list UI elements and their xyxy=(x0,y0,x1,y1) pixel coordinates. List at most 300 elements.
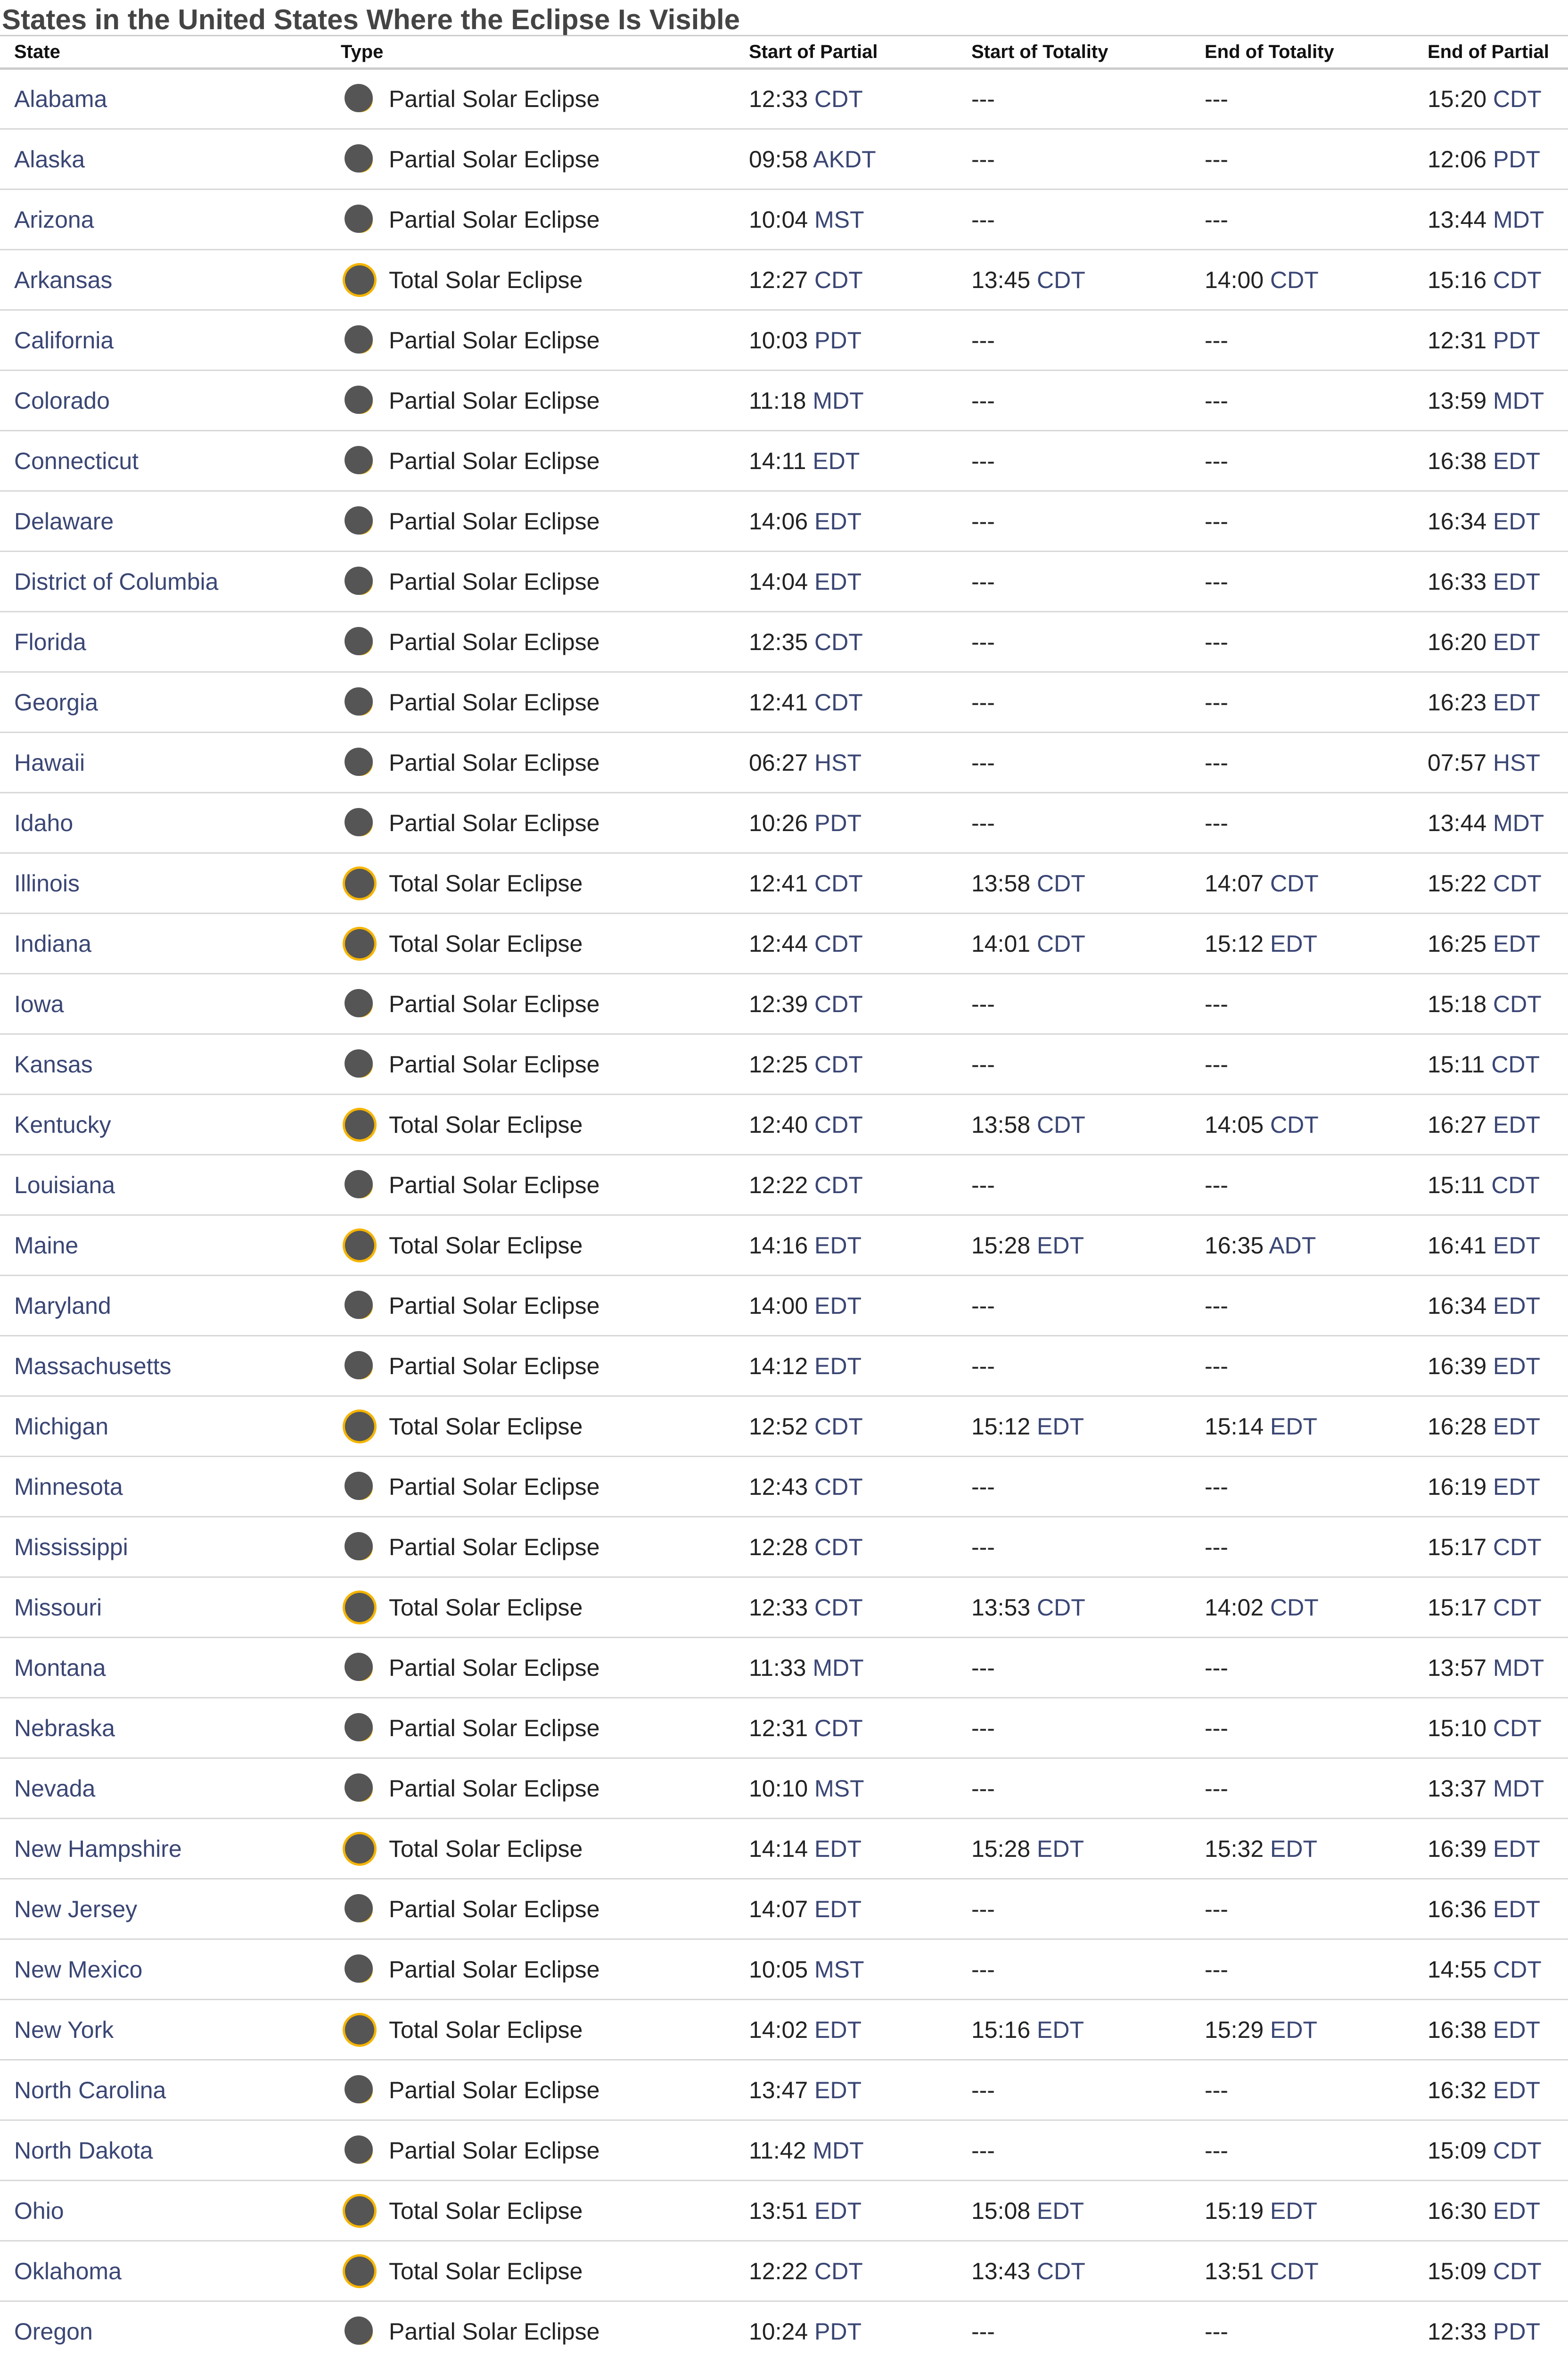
end-totality-cell-time: --- xyxy=(1205,1533,1228,1560)
end-partial-cell-timezone[interactable]: CDT xyxy=(1493,2258,1542,2284)
end-partial-cell-time: 07:57 xyxy=(1428,749,1487,776)
end-partial-cell-time: 15:17 xyxy=(1428,1594,1487,1621)
start-partial-cell-timezone[interactable]: EDT xyxy=(813,447,860,474)
type-cell xyxy=(327,190,735,250)
state-link[interactable]: North Carolina xyxy=(14,2077,166,2103)
end-partial-cell xyxy=(1413,1457,1568,1517)
end-partial-cell-time: 13:59 xyxy=(1428,387,1487,414)
start-totality-cell-time: --- xyxy=(971,86,995,112)
start-partial-cell-time: 10:24 xyxy=(749,2318,808,2345)
state-cell xyxy=(0,2060,327,2120)
start-partial-cell-time: 12:52 xyxy=(749,1413,808,1440)
eclipse-type: Partial Solar Eclipse xyxy=(389,1714,600,1741)
end-partial-cell-timezone[interactable]: EDT xyxy=(1493,1895,1541,1922)
start-partial-cell-time: 10:03 xyxy=(749,327,808,354)
start-totality-cell-time: --- xyxy=(971,1956,995,1983)
table-header-row xyxy=(0,36,1568,69)
end-totality-cell xyxy=(1190,1457,1413,1517)
start-totality-cell xyxy=(957,1517,1190,1577)
end-partial-cell-time: 16:30 xyxy=(1428,2197,1487,2224)
end-partial-cell-timezone[interactable]: CDT xyxy=(1493,990,1542,1017)
end-totality-cell-timezone[interactable]: EDT xyxy=(1270,930,1318,957)
end-totality-cell xyxy=(1190,1155,1413,1215)
type-cell xyxy=(327,1336,735,1396)
start-totality-cell-timezone[interactable]: CDT xyxy=(1037,930,1085,957)
end-partial-cell-timezone[interactable]: EDT xyxy=(1493,1292,1541,1319)
type-cell xyxy=(327,310,735,371)
end-partial-cell-timezone[interactable]: EDT xyxy=(1493,628,1541,655)
end-totality-cell xyxy=(1190,129,1413,190)
state-cell xyxy=(0,2301,327,2357)
start-partial-cell-timezone[interactable]: MST xyxy=(814,1775,864,1802)
state-link[interactable]: Kentucky xyxy=(14,1111,111,1138)
state-link[interactable]: New York xyxy=(14,2016,114,2043)
state-link[interactable]: Arizona xyxy=(14,206,94,233)
start-totality-cell xyxy=(957,69,1190,129)
start-partial-cell-timezone[interactable]: CDT xyxy=(814,1171,863,1198)
end-partial-cell-timezone[interactable]: EDT xyxy=(1493,1232,1541,1259)
type-cell xyxy=(327,250,735,310)
start-partial-cell-timezone[interactable]: EDT xyxy=(814,1232,862,1259)
eclipse-type: Partial Solar Eclipse xyxy=(389,1775,600,1802)
eclipse-type: Total Solar Eclipse xyxy=(389,1413,583,1440)
type-cell xyxy=(327,431,735,491)
end-totality-cell xyxy=(1190,69,1413,129)
start-partial-cell-timezone[interactable]: CDT xyxy=(814,1051,863,1078)
state-link[interactable]: District of Columbia xyxy=(14,568,219,595)
type-cell xyxy=(327,1819,735,1879)
end-partial-cell-timezone[interactable]: EDT xyxy=(1493,930,1541,957)
end-partial-cell xyxy=(1413,1698,1568,1758)
end-partial-cell-timezone[interactable]: EDT xyxy=(1493,568,1541,595)
start-partial-cell-timezone[interactable]: MST xyxy=(814,206,864,233)
total-eclipse-icon xyxy=(341,2252,378,2290)
start-partial-cell-timezone[interactable]: CDT xyxy=(814,1533,863,1560)
start-partial-cell-timezone[interactable]: CDT xyxy=(814,266,863,293)
state-cell xyxy=(0,1457,327,1517)
start-totality-cell-time: --- xyxy=(971,568,995,595)
eclipse-type: Partial Solar Eclipse xyxy=(389,1654,600,1681)
end-totality-cell xyxy=(1190,2301,1413,2357)
start-totality-cell-time: --- xyxy=(971,387,995,414)
start-totality-cell xyxy=(957,2301,1190,2357)
start-partial-cell xyxy=(735,1215,957,1276)
end-totality-cell-time: 15:12 xyxy=(1205,930,1264,957)
end-totality-cell xyxy=(1190,974,1413,1034)
start-partial-cell-timezone[interactable]: EDT xyxy=(814,1292,862,1319)
end-partial-cell-timezone[interactable]: MDT xyxy=(1493,809,1544,836)
state-link[interactable]: Louisiana xyxy=(14,1171,115,1198)
eclipse-type: Total Solar Eclipse xyxy=(389,2258,583,2284)
state-link[interactable]: Connecticut xyxy=(14,447,139,474)
state-link[interactable]: Indiana xyxy=(14,930,92,957)
state-cell xyxy=(0,1276,327,1336)
end-totality-cell xyxy=(1190,1336,1413,1396)
start-partial-cell-time: 12:40 xyxy=(749,1111,808,1138)
table-row xyxy=(0,2000,1568,2060)
end-partial-cell-time: 15:09 xyxy=(1428,2258,1487,2284)
end-partial-cell-time: 15:18 xyxy=(1428,990,1487,1017)
start-partial-cell-time: 14:02 xyxy=(749,2016,808,2043)
state-cell xyxy=(0,1638,327,1698)
start-totality-cell-timezone[interactable]: CDT xyxy=(1037,870,1085,897)
start-partial-cell-time: 06:27 xyxy=(749,749,808,776)
end-partial-cell-timezone[interactable]: EDT xyxy=(1493,1352,1541,1379)
start-totality-cell xyxy=(957,431,1190,491)
state-link[interactable]: New Mexico xyxy=(14,1956,143,1983)
table-row xyxy=(0,1336,1568,1396)
end-partial-cell-timezone[interactable]: MDT xyxy=(1493,387,1544,414)
end-totality-cell-timezone[interactable]: CDT xyxy=(1270,1111,1319,1138)
table-row xyxy=(0,1517,1568,1577)
end-totality-cell xyxy=(1190,914,1413,974)
end-partial-cell xyxy=(1413,2000,1568,2060)
end-partial-cell xyxy=(1413,1095,1568,1155)
table-row xyxy=(0,491,1568,552)
end-partial-cell xyxy=(1413,310,1568,371)
eclipse-type: Partial Solar Eclipse xyxy=(389,1533,600,1560)
end-partial-cell-timezone[interactable]: CDT xyxy=(1493,1533,1542,1560)
end-partial-cell-timezone[interactable]: CDT xyxy=(1493,266,1542,293)
type-cell xyxy=(327,1638,735,1698)
start-partial-cell-time: 14:12 xyxy=(749,1352,808,1379)
eclipse-type: Total Solar Eclipse xyxy=(389,1232,583,1259)
start-partial-cell-timezone[interactable]: AKDT xyxy=(813,146,876,173)
state-link[interactable]: Montana xyxy=(14,1654,106,1681)
start-partial-cell-time: 14:07 xyxy=(749,1895,808,1922)
start-partial-cell xyxy=(735,431,957,491)
partial-eclipse-icon xyxy=(341,1347,378,1385)
start-partial-cell-timezone[interactable]: MDT xyxy=(813,2137,864,2164)
state-cell xyxy=(0,1034,327,1095)
start-partial-cell-timezone[interactable]: EDT xyxy=(814,2016,862,2043)
partial-eclipse-icon xyxy=(341,684,378,721)
state-link[interactable]: Minnesota xyxy=(14,1473,123,1500)
start-totality-cell-timezone[interactable]: CDT xyxy=(1037,1594,1085,1621)
start-partial-cell xyxy=(735,371,957,431)
start-partial-cell-time: 14:04 xyxy=(749,568,808,595)
start-partial-cell-timezone[interactable]: EDT xyxy=(814,1352,862,1379)
start-partial-cell xyxy=(735,310,957,371)
start-partial-cell-timezone[interactable]: MDT xyxy=(813,387,864,414)
type-cell xyxy=(327,129,735,190)
end-partial-cell xyxy=(1413,69,1568,129)
start-totality-cell-timezone[interactable]: EDT xyxy=(1037,1232,1084,1259)
state-link[interactable]: Nevada xyxy=(14,1775,96,1802)
partial-eclipse-icon xyxy=(341,1046,378,1083)
end-totality-cell-time: --- xyxy=(1205,628,1228,655)
start-partial-cell-time: 12:33 xyxy=(749,86,808,112)
end-partial-cell-timezone[interactable]: EDT xyxy=(1493,1111,1541,1138)
end-partial-cell-time: 15:17 xyxy=(1428,1533,1487,1560)
start-totality-cell-timezone[interactable]: EDT xyxy=(1037,2016,1084,2043)
start-partial-cell-timezone[interactable]: PDT xyxy=(814,2318,862,2345)
end-totality-cell-timezone[interactable]: EDT xyxy=(1270,2197,1318,2224)
start-partial-cell-timezone[interactable]: EDT xyxy=(814,1895,862,1922)
end-partial-cell xyxy=(1413,1819,1568,1879)
header-start-partial: Start of Partial xyxy=(735,36,957,69)
start-partial-cell-timezone[interactable]: HST xyxy=(814,749,862,776)
end-totality-cell-timezone[interactable]: ADT xyxy=(1269,1232,1316,1259)
start-partial-cell-timezone[interactable]: EDT xyxy=(814,1835,862,1862)
start-totality-cell xyxy=(957,1879,1190,1939)
end-totality-cell xyxy=(1190,1638,1413,1698)
end-partial-cell xyxy=(1413,914,1568,974)
start-partial-cell-timezone[interactable]: CDT xyxy=(814,689,863,716)
start-partial-cell-time: 12:43 xyxy=(749,1473,808,1500)
table-row xyxy=(0,1577,1568,1638)
start-totality-cell-time: 15:08 xyxy=(971,2197,1031,2224)
start-totality-cell xyxy=(957,1155,1190,1215)
end-partial-cell-timezone[interactable]: EDT xyxy=(1493,447,1541,474)
end-partial-cell-timezone[interactable]: MDT xyxy=(1493,206,1544,233)
start-totality-cell-time: 15:28 xyxy=(971,1835,1031,1862)
partial-eclipse-icon xyxy=(341,503,378,540)
state-link[interactable]: Ohio xyxy=(14,2197,64,2224)
state-link[interactable]: Oklahoma xyxy=(14,2258,122,2284)
end-partial-cell xyxy=(1413,793,1568,853)
start-partial-cell-timezone[interactable]: EDT xyxy=(814,2197,862,2224)
state-link[interactable]: California xyxy=(14,327,114,354)
start-totality-cell-timezone[interactable]: CDT xyxy=(1037,266,1085,293)
state-link[interactable]: Maryland xyxy=(14,1292,111,1319)
state-cell xyxy=(0,1577,327,1638)
state-link[interactable]: Georgia xyxy=(14,689,98,716)
state-link[interactable]: New Jersey xyxy=(14,1895,138,1922)
state-link[interactable]: Arkansas xyxy=(14,266,113,293)
partial-eclipse-icon xyxy=(341,2313,378,2350)
start-totality-cell xyxy=(957,1758,1190,1819)
end-partial-cell-timezone[interactable]: PDT xyxy=(1493,2318,1541,2345)
start-partial-cell-timezone[interactable]: MDT xyxy=(813,1654,864,1681)
total-eclipse-icon xyxy=(341,261,378,299)
partial-eclipse-icon xyxy=(341,80,378,118)
state-link[interactable]: Mississippi xyxy=(14,1533,128,1560)
state-link[interactable]: Delaware xyxy=(14,508,114,535)
end-partial-cell-timezone[interactable]: PDT xyxy=(1493,146,1541,173)
start-totality-cell-time: --- xyxy=(971,1654,995,1681)
end-partial-cell-timezone[interactable]: EDT xyxy=(1493,508,1541,535)
end-partial-cell-timezone[interactable]: HST xyxy=(1493,749,1541,776)
end-partial-cell-timezone[interactable]: CDT xyxy=(1493,870,1542,897)
end-partial-cell xyxy=(1413,1879,1568,1939)
start-totality-cell-time: --- xyxy=(971,749,995,776)
start-partial-cell-timezone[interactable]: EDT xyxy=(814,508,862,535)
end-partial-cell-timezone[interactable]: MDT xyxy=(1493,1775,1544,1802)
start-totality-cell-time: --- xyxy=(971,689,995,716)
end-partial-cell-timezone[interactable]: EDT xyxy=(1493,689,1541,716)
type-cell xyxy=(327,974,735,1034)
eclipse-type: Partial Solar Eclipse xyxy=(389,628,600,655)
start-totality-cell-time: --- xyxy=(971,1292,995,1319)
start-partial-cell xyxy=(735,672,957,733)
start-partial-cell xyxy=(735,190,957,250)
partial-eclipse-icon xyxy=(341,985,378,1023)
start-totality-cell-timezone[interactable]: CDT xyxy=(1037,1111,1085,1138)
start-partial-cell xyxy=(735,974,957,1034)
start-partial-cell-time: 14:00 xyxy=(749,1292,808,1319)
state-link[interactable]: Nebraska xyxy=(14,1714,115,1741)
state-link[interactable]: Hawaii xyxy=(14,749,85,776)
start-partial-cell xyxy=(735,1939,957,2000)
end-totality-cell-timezone[interactable]: EDT xyxy=(1270,2016,1318,2043)
end-totality-cell-timezone[interactable]: CDT xyxy=(1270,266,1319,293)
end-partial-cell-time: 16:39 xyxy=(1428,1835,1487,1862)
end-partial-cell xyxy=(1413,2241,1568,2301)
end-partial-cell-timezone[interactable]: EDT xyxy=(1493,2077,1541,2103)
start-totality-cell-time: 15:16 xyxy=(971,2016,1031,2043)
total-eclipse-icon xyxy=(341,1227,378,1264)
start-partial-cell-timezone[interactable]: CDT xyxy=(814,2258,863,2284)
state-cell xyxy=(0,1758,327,1819)
state-cell xyxy=(0,672,327,733)
start-partial-cell-timezone[interactable]: CDT xyxy=(814,990,863,1017)
end-partial-cell-timezone[interactable]: EDT xyxy=(1493,1413,1541,1440)
start-partial-cell-timezone[interactable]: MST xyxy=(814,1956,864,1983)
end-totality-cell xyxy=(1190,1276,1413,1336)
end-partial-cell-time: 15:10 xyxy=(1428,1714,1487,1741)
end-totality-cell-time: --- xyxy=(1205,568,1228,595)
state-link[interactable]: Florida xyxy=(14,628,86,655)
end-partial-cell-timezone[interactable]: CDT xyxy=(1493,1956,1542,1983)
partial-eclipse-icon xyxy=(341,382,378,420)
type-cell xyxy=(327,2301,735,2357)
page-title: States in the United States Where the Eclipse Is Visible xyxy=(2,4,740,35)
start-partial-cell-time: 10:05 xyxy=(749,1956,808,1983)
start-totality-cell-timezone[interactable]: EDT xyxy=(1037,1835,1084,1862)
end-partial-cell xyxy=(1413,1215,1568,1276)
state-cell xyxy=(0,1155,327,1215)
state-link[interactable]: Illinois xyxy=(14,870,80,897)
end-partial-cell-time: 15:09 xyxy=(1428,2137,1487,2164)
end-totality-cell-timezone[interactable]: EDT xyxy=(1270,1413,1318,1440)
eclipse-type: Total Solar Eclipse xyxy=(389,930,583,957)
end-partial-cell-timezone[interactable]: PDT xyxy=(1493,327,1541,354)
state-link[interactable]: Massachusetts xyxy=(14,1352,172,1379)
start-partial-cell-timezone[interactable]: CDT xyxy=(814,930,863,957)
end-totality-cell-timezone[interactable]: CDT xyxy=(1270,1594,1319,1621)
state-link[interactable]: Alabama xyxy=(14,86,107,112)
start-partial-cell-timezone[interactable]: CDT xyxy=(814,1111,863,1138)
table-row xyxy=(0,974,1568,1034)
state-link[interactable]: New Hampshire xyxy=(14,1835,182,1862)
eclipse-type: Partial Solar Eclipse xyxy=(389,568,600,595)
start-partial-cell-timezone[interactable]: PDT xyxy=(814,327,862,354)
end-partial-cell-timezone[interactable]: MDT xyxy=(1493,1654,1544,1681)
header-end-totality: End of Totality xyxy=(1190,36,1413,69)
start-totality-cell xyxy=(957,371,1190,431)
end-partial-cell-timezone[interactable]: EDT xyxy=(1493,2197,1541,2224)
end-partial-cell-timezone[interactable]: EDT xyxy=(1493,2016,1541,2043)
end-partial-cell-timezone[interactable]: CDT xyxy=(1493,1594,1542,1621)
partial-eclipse-icon xyxy=(341,804,378,842)
state-cell xyxy=(0,371,327,431)
table-row xyxy=(0,1758,1568,1819)
state-link[interactable]: Colorado xyxy=(14,387,110,414)
end-partial-cell-timezone[interactable]: CDT xyxy=(1493,1714,1542,1741)
state-link[interactable]: Michigan xyxy=(14,1413,109,1440)
end-partial-cell-time: 16:23 xyxy=(1428,689,1487,716)
state-link[interactable]: Kansas xyxy=(14,1051,93,1078)
state-link[interactable]: Alaska xyxy=(14,146,85,173)
start-partial-cell-timezone[interactable]: EDT xyxy=(814,568,862,595)
start-totality-cell-time: --- xyxy=(971,206,995,233)
end-totality-cell xyxy=(1190,2120,1413,2181)
start-totality-cell xyxy=(957,793,1190,853)
type-cell xyxy=(327,672,735,733)
start-totality-cell-timezone[interactable]: EDT xyxy=(1037,1413,1084,1440)
state-link[interactable]: North Dakota xyxy=(14,2137,153,2164)
start-partial-cell-timezone[interactable]: CDT xyxy=(814,86,863,112)
end-totality-cell-time: --- xyxy=(1205,689,1228,716)
end-totality-cell-timezone[interactable]: EDT xyxy=(1270,1835,1318,1862)
end-partial-cell-timezone[interactable]: CDT xyxy=(1493,86,1542,112)
end-partial-cell-timezone[interactable]: CDT xyxy=(1493,2137,1542,2164)
end-totality-cell-time: --- xyxy=(1205,1956,1228,1983)
partial-eclipse-icon xyxy=(341,1649,378,1687)
start-partial-cell-timezone[interactable]: CDT xyxy=(814,1413,863,1440)
table-row xyxy=(0,129,1568,190)
start-partial-cell xyxy=(735,1758,957,1819)
start-totality-cell-timezone[interactable]: CDT xyxy=(1037,2258,1085,2284)
end-totality-cell xyxy=(1190,1698,1413,1758)
start-totality-cell xyxy=(957,1396,1190,1457)
end-partial-cell-timezone[interactable]: CDT xyxy=(1491,1171,1540,1198)
type-cell xyxy=(327,69,735,129)
end-partial-cell-timezone[interactable]: EDT xyxy=(1493,1473,1541,1500)
end-partial-cell xyxy=(1413,612,1568,672)
end-totality-cell xyxy=(1190,853,1413,914)
state-link[interactable]: Missouri xyxy=(14,1594,102,1621)
start-partial-cell-timezone[interactable]: CDT xyxy=(814,1714,863,1741)
start-partial-cell-timezone[interactable]: CDT xyxy=(814,628,863,655)
start-partial-cell xyxy=(735,491,957,552)
start-partial-cell-timezone[interactable]: CDT xyxy=(814,1594,863,1621)
table-row xyxy=(0,250,1568,310)
state-link[interactable]: Oregon xyxy=(14,2318,93,2345)
table-row xyxy=(0,1939,1568,2000)
eclipse-type: Partial Solar Eclipse xyxy=(389,689,600,716)
start-partial-cell-timezone[interactable]: CDT xyxy=(814,1473,863,1500)
start-partial-cell xyxy=(735,1276,957,1336)
state-link[interactable]: Idaho xyxy=(14,809,74,836)
table-row xyxy=(0,2241,1568,2301)
end-partial-cell xyxy=(1413,1517,1568,1577)
eclipse-type: Partial Solar Eclipse xyxy=(389,146,600,173)
type-cell xyxy=(327,1758,735,1819)
start-totality-cell xyxy=(957,2120,1190,2181)
type-cell xyxy=(327,1095,735,1155)
start-partial-cell xyxy=(735,250,957,310)
start-totality-cell-time: --- xyxy=(971,990,995,1017)
start-totality-cell xyxy=(957,612,1190,672)
start-totality-cell-time: --- xyxy=(971,1352,995,1379)
start-totality-cell xyxy=(957,1034,1190,1095)
end-partial-cell-timezone[interactable]: CDT xyxy=(1491,1051,1540,1078)
end-totality-cell-timezone[interactable]: CDT xyxy=(1270,870,1319,897)
end-partial-cell-timezone[interactable]: EDT xyxy=(1493,1835,1541,1862)
end-totality-cell-timezone[interactable]: CDT xyxy=(1270,2258,1319,2284)
state-link[interactable]: Iowa xyxy=(14,990,64,1017)
end-totality-cell xyxy=(1190,1879,1413,1939)
start-partial-cell-timezone[interactable]: PDT xyxy=(814,809,862,836)
type-cell xyxy=(327,793,735,853)
start-partial-cell-timezone[interactable]: CDT xyxy=(814,870,863,897)
start-totality-cell-timezone[interactable]: EDT xyxy=(1037,2197,1084,2224)
eclipse-type: Total Solar Eclipse xyxy=(389,1594,583,1621)
state-link[interactable]: Maine xyxy=(14,1232,79,1259)
start-partial-cell-timezone[interactable]: EDT xyxy=(814,2077,862,2103)
